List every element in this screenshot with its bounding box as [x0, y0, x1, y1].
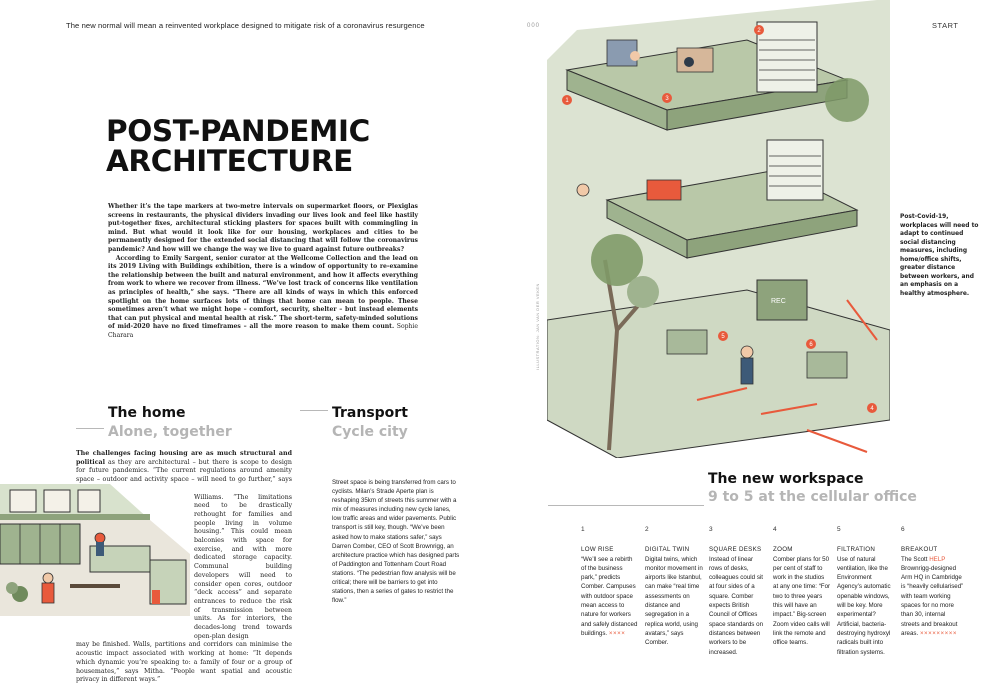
- cross-marks: ×××××××××: [919, 629, 957, 637]
- marker-1: 1: [565, 98, 569, 104]
- column-body-b: Brownrigg-designed Arm HQ in Cambridge is “heavily cellularised” with team working spaces for no more than 30, internal streets and breakout areas.: [901, 564, 964, 637]
- home-subtitle: Alone, together: [108, 424, 232, 440]
- column-number: 2: [645, 526, 649, 533]
- home-para-a: as they are architectural – but there is scope to design for future pandemics. “The current regulations around amenity space – outdoor and activity space – will need to go further,” says: [76, 458, 292, 484]
- office-illustration: [547, 0, 890, 458]
- column-body-a: The Scott: [901, 555, 928, 563]
- column-body: Use of natural ventilation, like the Environment Agency’s automatic openable windows, will be key. More experimental? Artificial, bacteria-destroying hydroxyl radicals built into filtration systems.: [837, 555, 891, 656]
- intro-paragraph-2: According to Emily Sargent, senior curator at the Wellcome Collection and the lead on its 2019 Living with Buildings exhibition, there is a window of opportunity to re-examine the relationship between the built and natural environment, and how it affects everything from work to where we recover from illness. “We’ve lost track of concerns like ventilation as principles of health,” she says. “There are all kinds of ways in which this enforced spotlight on the home surfaces lots of things that home can mean to people. These sometimes aren’t what we might hope – comfort, security, shelter – but instead elements that can put physical and mental health at risk.” The short-term, safety-minded solutions of mid-2020 have no fixed timeframes – all the more reason to make them count.: [108, 254, 418, 331]
- transport-rule: [300, 410, 328, 411]
- start-link[interactable]: START: [932, 21, 959, 30]
- column-body: Digital twins, which monitor movement in airports like Istanbul, can make “real time assessments on distance and segregation in a replica world, using avatars,” says Comber.: [645, 555, 703, 647]
- column-number: 6: [901, 526, 905, 533]
- column-heading: DIGITAL TWIN: [645, 546, 690, 554]
- column-heading: SQUARE DESKS: [709, 546, 762, 554]
- headline: [106, 116, 370, 176]
- transport-title: Transport: [332, 405, 408, 421]
- transport-body: Street space is being transferred from cars to cyclists. Milan’s Strade Aperte plan is reshaping 35km of streets this summer with a mix of measures including new cycle lanes, low traffic areas and wider pavements. Public transport is still key, though. “We’ve been asked how to make stations safer,” says Darren Comber, CEO of Scott Brownrigg, an architecture practice which has designed parts of Paddington and Tottenham Court Road stations. “The pedestrian flow analysis will be critical; there will be barriers to get into stations, then a series of gates to restrict the flow.”: [332, 479, 460, 605]
- illustration-caption: Post-Covid-19, workplaces will need to adapt to continued social distancing measures, including home/office shifts, greater distance between workers, and an emphasis on a healthy atmosphere.: [900, 214, 979, 297]
- transport-subtitle: Cycle city: [332, 424, 408, 440]
- byline: Sophie Charara: [108, 323, 419, 339]
- running-title: The new normal will mean a reinvented workplace designed to mitigate risk of a coronavirus resurgence: [66, 21, 425, 30]
- home-para-c: may be finished. Walls, partitions and corridors can minimise the acoustic impact associated with working at home: “It depends which dynamic you’re speaking to: a family of four or a group of housemates,” says Mitha. “People want spatial and acoustic privacy in different ways.”: [76, 641, 292, 684]
- headline-line-2: ARCHITECTURE: [106, 144, 353, 178]
- workspace-column-6: [901, 525, 965, 638]
- page-number: 000: [527, 23, 541, 29]
- intro-paragraph-1: Whether it’s the tape markers at two-metre intervals on supermarket floors, or Plexiglas screens in restaurants, the physical dividers invading our lives look and feel like hastily put-together fixes, architectural sticking plasters for spaces built with commingling in mind. But what would it look like for our housing, workplaces and cities to be permanently designed for the extended social distancing that will follow the coronavirus pandemic? And how will we change the way we live to guard against future outbreaks?: [108, 203, 418, 253]
- screen-label: REC: [771, 298, 786, 305]
- column-number: 1: [581, 526, 585, 533]
- intro-text: [108, 203, 418, 341]
- column-body: Comber plans for 50 per cent of staff to work in the studios at any one time: “For two to three years this will have an impact.” Big-screen Zoom video calls will link the remote and office teams.: [773, 555, 831, 647]
- column-body: “We’ll see a rebirth of the business park,” predicts Comber. Campuses with outdoor space mean access to nature for workers and safely distanced buildings.: [581, 555, 638, 637]
- column-heading: ZOOM: [773, 546, 793, 554]
- home-para-b: Williams. “The limitations need to be drastically rethought for families and people living in volume housing.” This could mean balconies with space for exercise, and with more dedicated storage capacity. Communal building developers will need to consider open cores, outdoor “deck access” and separate entrances to reduce the risk of transmission between units. As for interiors, the decades-long trend towards open-plan design: [194, 493, 292, 640]
- workspace-rule: [548, 505, 704, 506]
- column-body: Instead of linear rows of desks, colleagues could sit at four sides of a square. Comber expects British Council of Offices space standards on distances between workers to be increased.: [709, 555, 764, 656]
- workspace-column-1: [581, 525, 639, 638]
- cross-marks: ××××: [608, 629, 626, 637]
- illustration-credit: ILLUSTRATION: JAN VAN DER VEKEN: [535, 283, 540, 370]
- workspace-column-4: [773, 525, 831, 648]
- home-title: The home: [108, 405, 186, 421]
- kitchen-illustration: [0, 484, 190, 616]
- workspace-column-2: [645, 525, 703, 648]
- home-rule: [76, 428, 104, 429]
- headline-line-1: POST-PANDEMIC: [106, 114, 370, 148]
- column-number: 3: [709, 526, 713, 533]
- home-lead: The challenges facing housing are as much structural and political: [76, 450, 292, 466]
- marker-3: 3: [665, 96, 669, 102]
- column-number: 5: [837, 526, 841, 533]
- column-heading: BREAKOUT: [901, 546, 938, 554]
- column-number: 4: [773, 526, 777, 533]
- marker-4: 4: [870, 406, 874, 412]
- workspace-column-3: [709, 525, 767, 657]
- marker-6: 6: [809, 342, 813, 348]
- workspace-subtitle: 9 to 5 at the cellular office: [708, 489, 917, 505]
- marker-5: 5: [721, 334, 725, 340]
- column-heading: FILTRATION: [837, 546, 876, 554]
- marker-2: 2: [757, 28, 761, 34]
- workspace-title: The new workspace: [708, 471, 864, 487]
- column-highlight: HELP: [929, 555, 946, 563]
- column-heading: LOW RISE: [581, 546, 614, 554]
- workspace-column-5: [837, 525, 895, 657]
